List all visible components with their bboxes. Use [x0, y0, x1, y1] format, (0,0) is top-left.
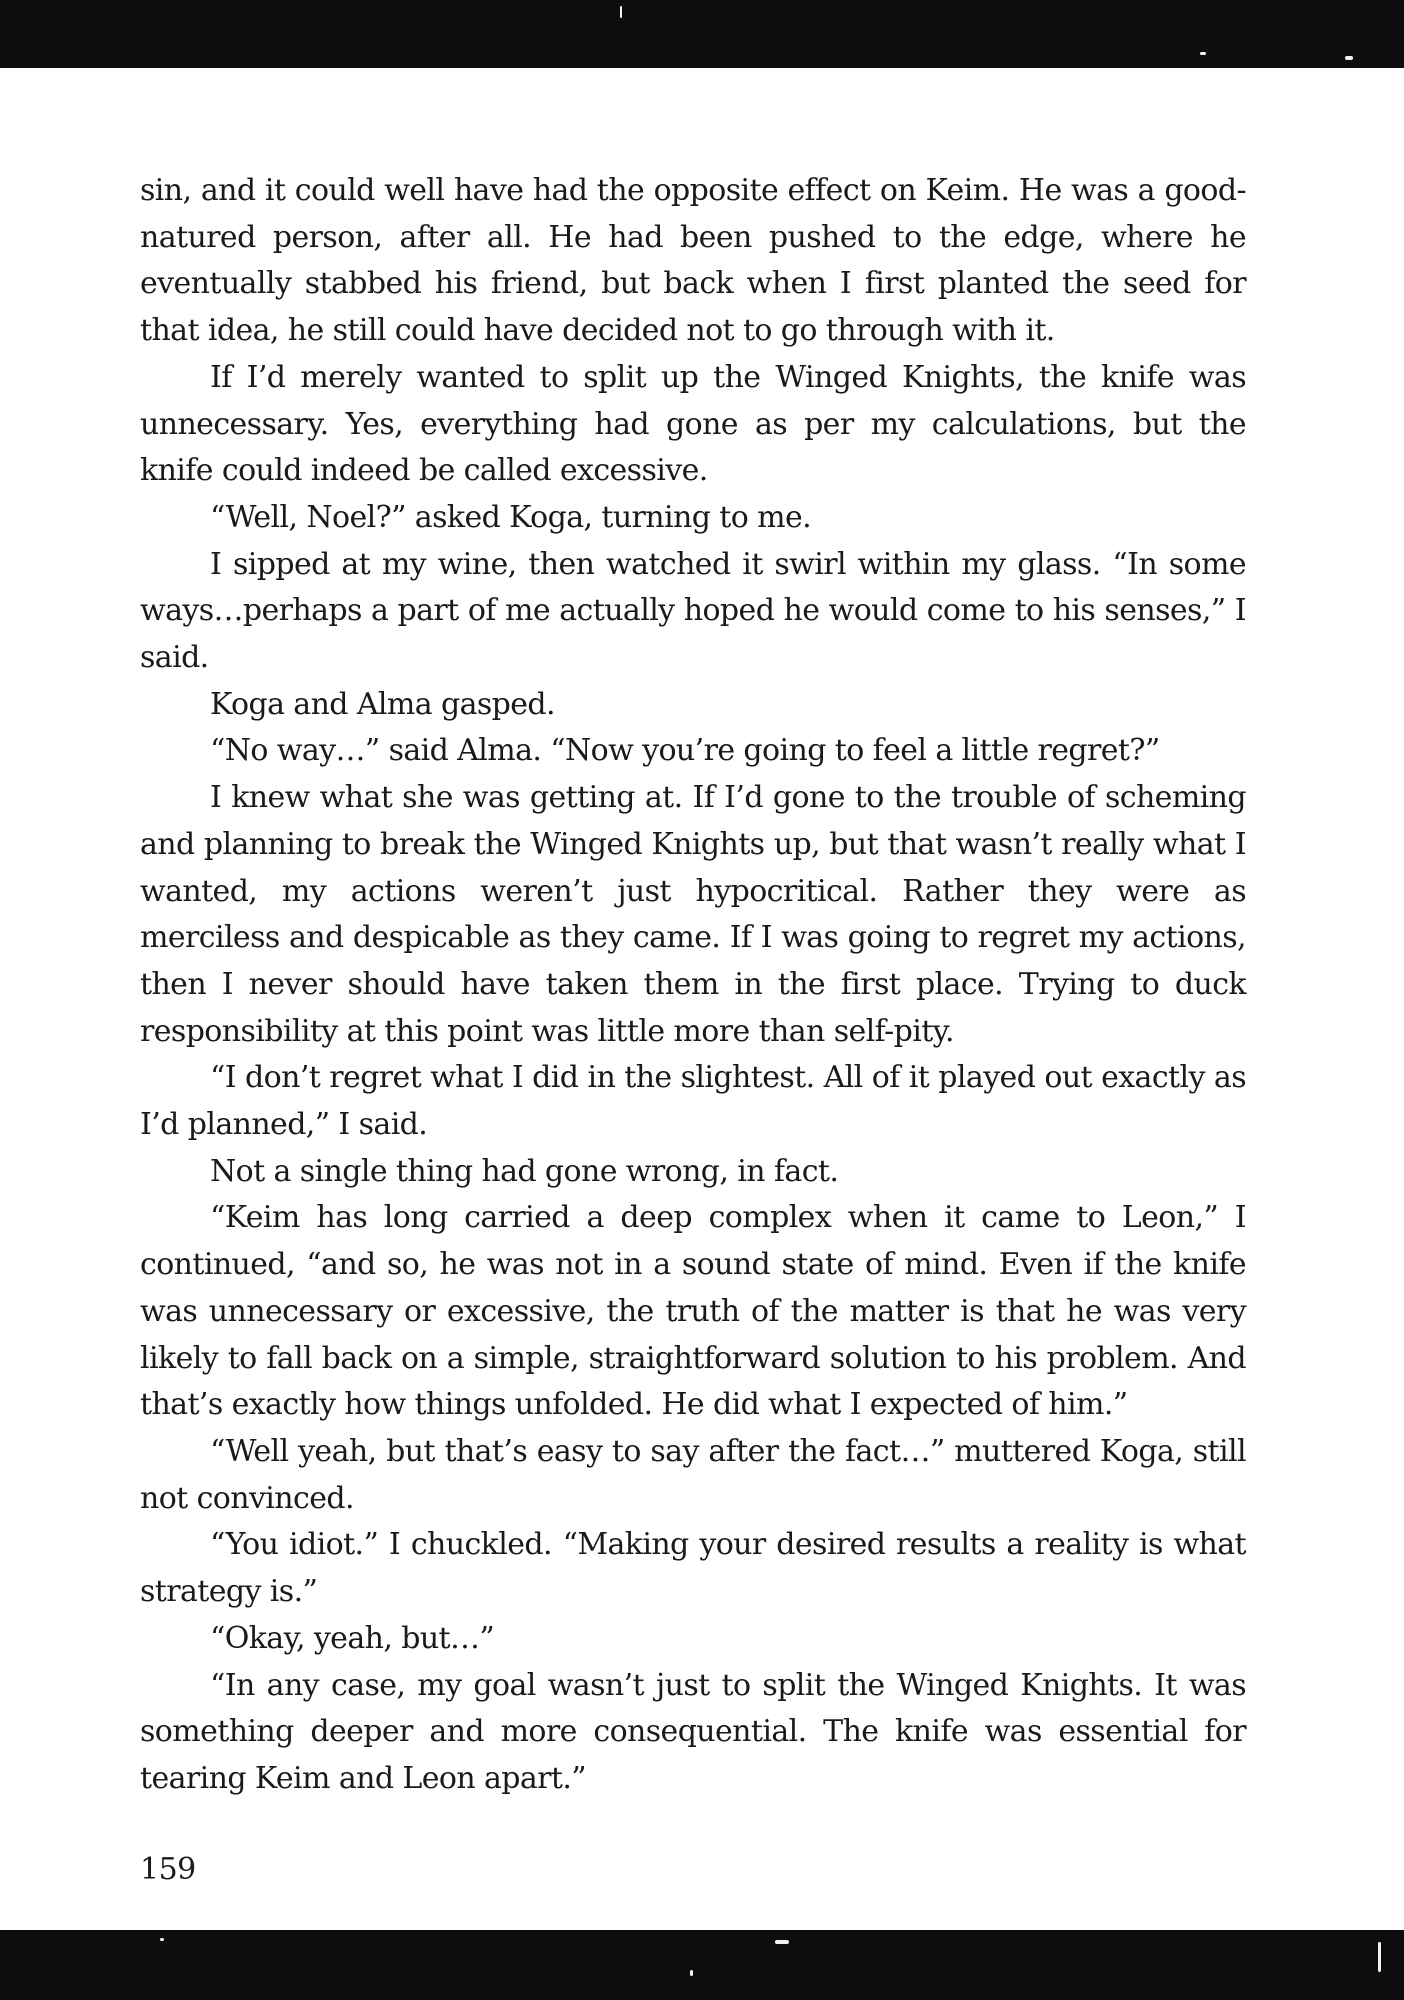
paragraph: If I’d merely wanted to split up the Winged Knights, the knife was unnecessary. Yes, everything had gone as per my calculations, but the knife could indeed be called excessive. [140, 359, 1246, 489]
bottom-scan-border [0, 1930, 1404, 2000]
paragraph: “No way…” said Alma. “Now you’re going to feel a little regret?” [210, 733, 1160, 769]
scan-speck [620, 6, 622, 18]
scan-speck [775, 1940, 789, 1944]
paragraph: “In any case, my goal wasn’t just to split the Winged Knights. It was something deeper and more consequential. The knife was essential for tearing Keim and Leon apart.” [140, 1667, 1246, 1796]
paragraph: I knew what she was getting at. If I’d gone to the trouble of scheming and planning to break the Winged Knights up, but that wasn’t really what I wanted, my actions weren’t just hypocritical. Rather they were as merciless and despicable as they came. If I was going to regret my actions, then I never should have taken them in the first place. Trying to duck responsibility at this point was little more than self-pity. [140, 780, 1246, 1049]
paragraph: I sipped at my wine, then watched it swirl within my glass. “In some ways…perhaps a part of me actually hoped he would come to his senses,” I said. [140, 546, 1246, 676]
paragraph: sin, and it could well have had the opposite effect on Keim. He was a good-natured person, after all. He had been pushed to the edge, where he eventually stabbed his friend, but back when I first planted the seed for that idea, he still could have decided not to go through with it. [140, 173, 1246, 349]
paragraph: “I don’t regret what I did in the slightest. All of it played out exactly as I’d planned,” I said. [140, 1060, 1246, 1143]
scan-speck [1345, 56, 1353, 60]
scan-speck [690, 1970, 693, 1976]
paragraph: “You idiot.” I chuckled. “Making your desired results a reality is what strategy is.” [140, 1527, 1246, 1610]
paragraph: “Keim has long carried a deep complex when it came to Leon,” I continued, “and so, he was not in a sound state of mind. Even if the knife was unnecessary or excessive, the truth of the matter is that he was very likely to fall back on a simple, straightforward solution to his problem. And that’s exactly how things unfolded. He did what I expected of him.” [140, 1200, 1246, 1423]
scan-speck [1378, 1942, 1381, 1972]
paragraph: Not a single thing had gone wrong, in fact. [210, 1153, 839, 1189]
page-body [140, 168, 1246, 1803]
top-scan-border [0, 0, 1404, 68]
paragraph: “Well, Noel?” asked Koga, turning to me. [210, 499, 812, 535]
paragraph: Koga and Alma gasped. [210, 686, 555, 722]
page-number: 159 [140, 1852, 196, 1887]
paragraph: “Well yeah, but that’s easy to say after the fact…” muttered Koga, still not convinced. [140, 1433, 1246, 1516]
scan-speck [1200, 52, 1206, 55]
scan-speck [160, 1938, 164, 1941]
paragraph: “Okay, yeah, but…” [210, 1620, 495, 1656]
